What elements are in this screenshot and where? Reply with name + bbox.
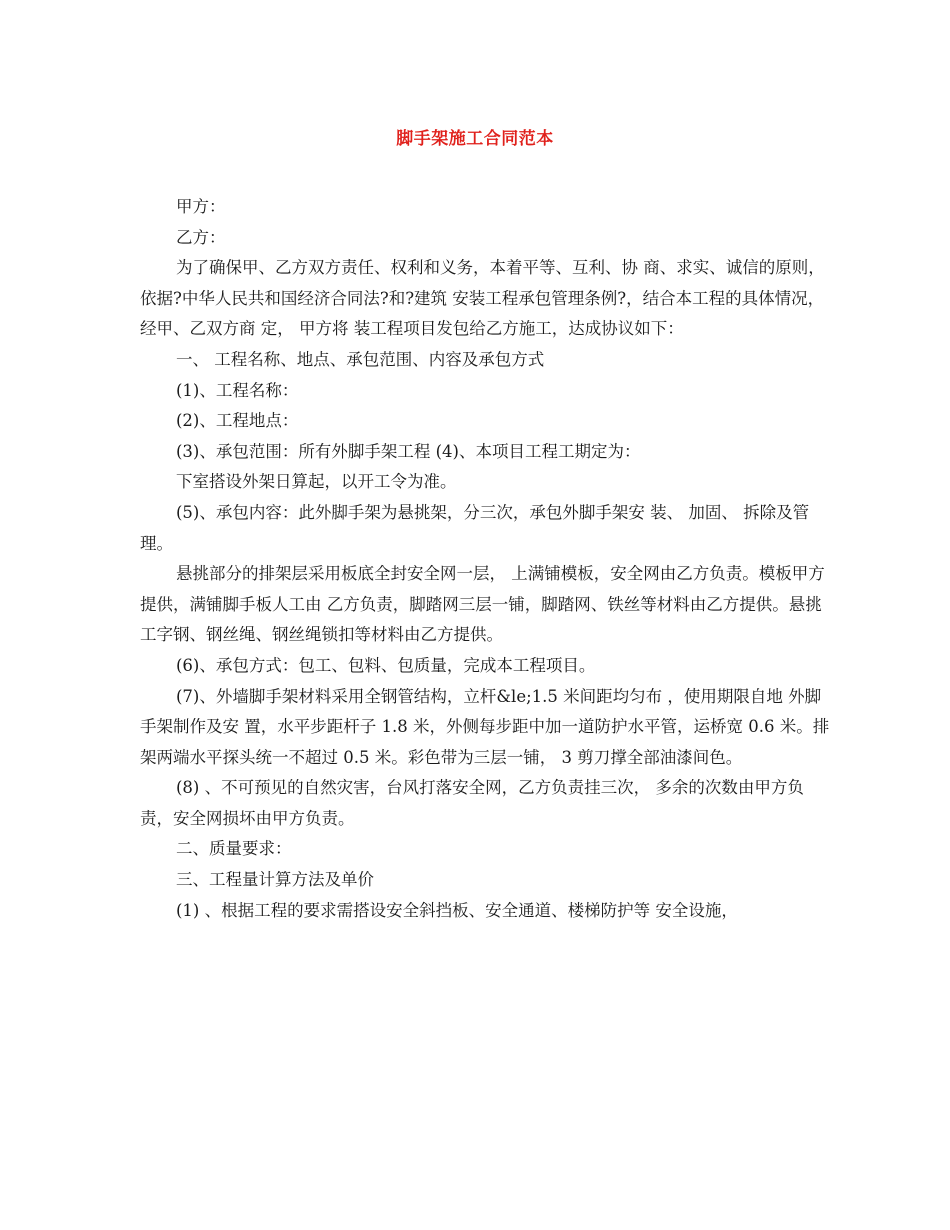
paragraph-item-5-detail: 悬挑部分的排架层采用板底全封安全网一层， 上满铺模板，安全网由乙方负责。模板甲方提供，满铺脚手板人工由 乙方负责，脚踏网三层一铺，脚踏网、铁丝等材料由乙方提供。悬挑 工字钢、钢丝绳、钢丝绳锁扣等材料由乙方提供。: [140, 564, 827, 645]
section-heading-3: 三、工程量计算方法及单价: [176, 870, 374, 890]
document-title: 脚手架施工合同范本: [396, 129, 554, 149]
paragraph-section-3-item-1: (1) 、根据工程的要求需搭设安全斜挡板、安全通道、楼梯防护等 安全设施，: [176, 900, 738, 920]
section-heading-2: 二、质量要求：: [176, 839, 292, 859]
paragraph-item-7: (7)、外墙脚手架材料采用全钢管结构，立杆&le;1.5 米间距均匀布 ，使用期限自地 外脚手架制作及安 置，水平步距杆子 1.8 米，外侧每步距中加一道防护水平管，运桥宽 0.6 米。排架两端水平探头统一不超过 0.5 米。彩色带为三层一铺， 3 剪刀撑全部油漆间色。: [140, 686, 830, 767]
paragraph-item-2: (2)、工程地点：: [176, 411, 299, 431]
section-heading-1: 一、 工程名称、地点、承包范围、内容及承包方式: [176, 349, 545, 369]
paragraph-preamble: 为了确保甲、乙方双方责任、权利和义务，本着平等、互利、协 商、求实、诚信的原则，依据?中华人民共和国经济合同法?和?建筑 安装工程承包管理条例?，结合本工程的具体情况，经甲、乙双方商 定， 甲方将 装工程项目发包给乙方施工，达成协议如下：: [140, 258, 825, 339]
paragraph-item-1: (1)、工程名称：: [176, 380, 299, 400]
paragraph-item-8: (8) 、不可预见的自然灾害，台风打落安全网，乙方负责挂三次， 多余的次数由甲方负责，安全网损坏由甲方负责。: [140, 778, 804, 828]
paragraph-party-a: 甲方：: [176, 197, 226, 216]
paragraph-item-3-cont: 下室搭设外架日算起，以开工令为准。: [176, 472, 457, 492]
document-body: [140, 192, 830, 926]
paragraph-item-6: (6)、承包方式：包工、包料、包质量，完成本工程项目。: [176, 655, 596, 675]
paragraph-item-5: (5)、承包内容：此外脚手架为悬挑架，分三次，承包外脚手架安 装、 加固、 拆除及管理。: [140, 502, 810, 553]
paragraph-item-3: (3)、承包范围：所有外脚手架工程 (4)、本项目工程工期定为：: [176, 441, 641, 461]
paragraph-party-b: 乙方：: [176, 227, 226, 247]
